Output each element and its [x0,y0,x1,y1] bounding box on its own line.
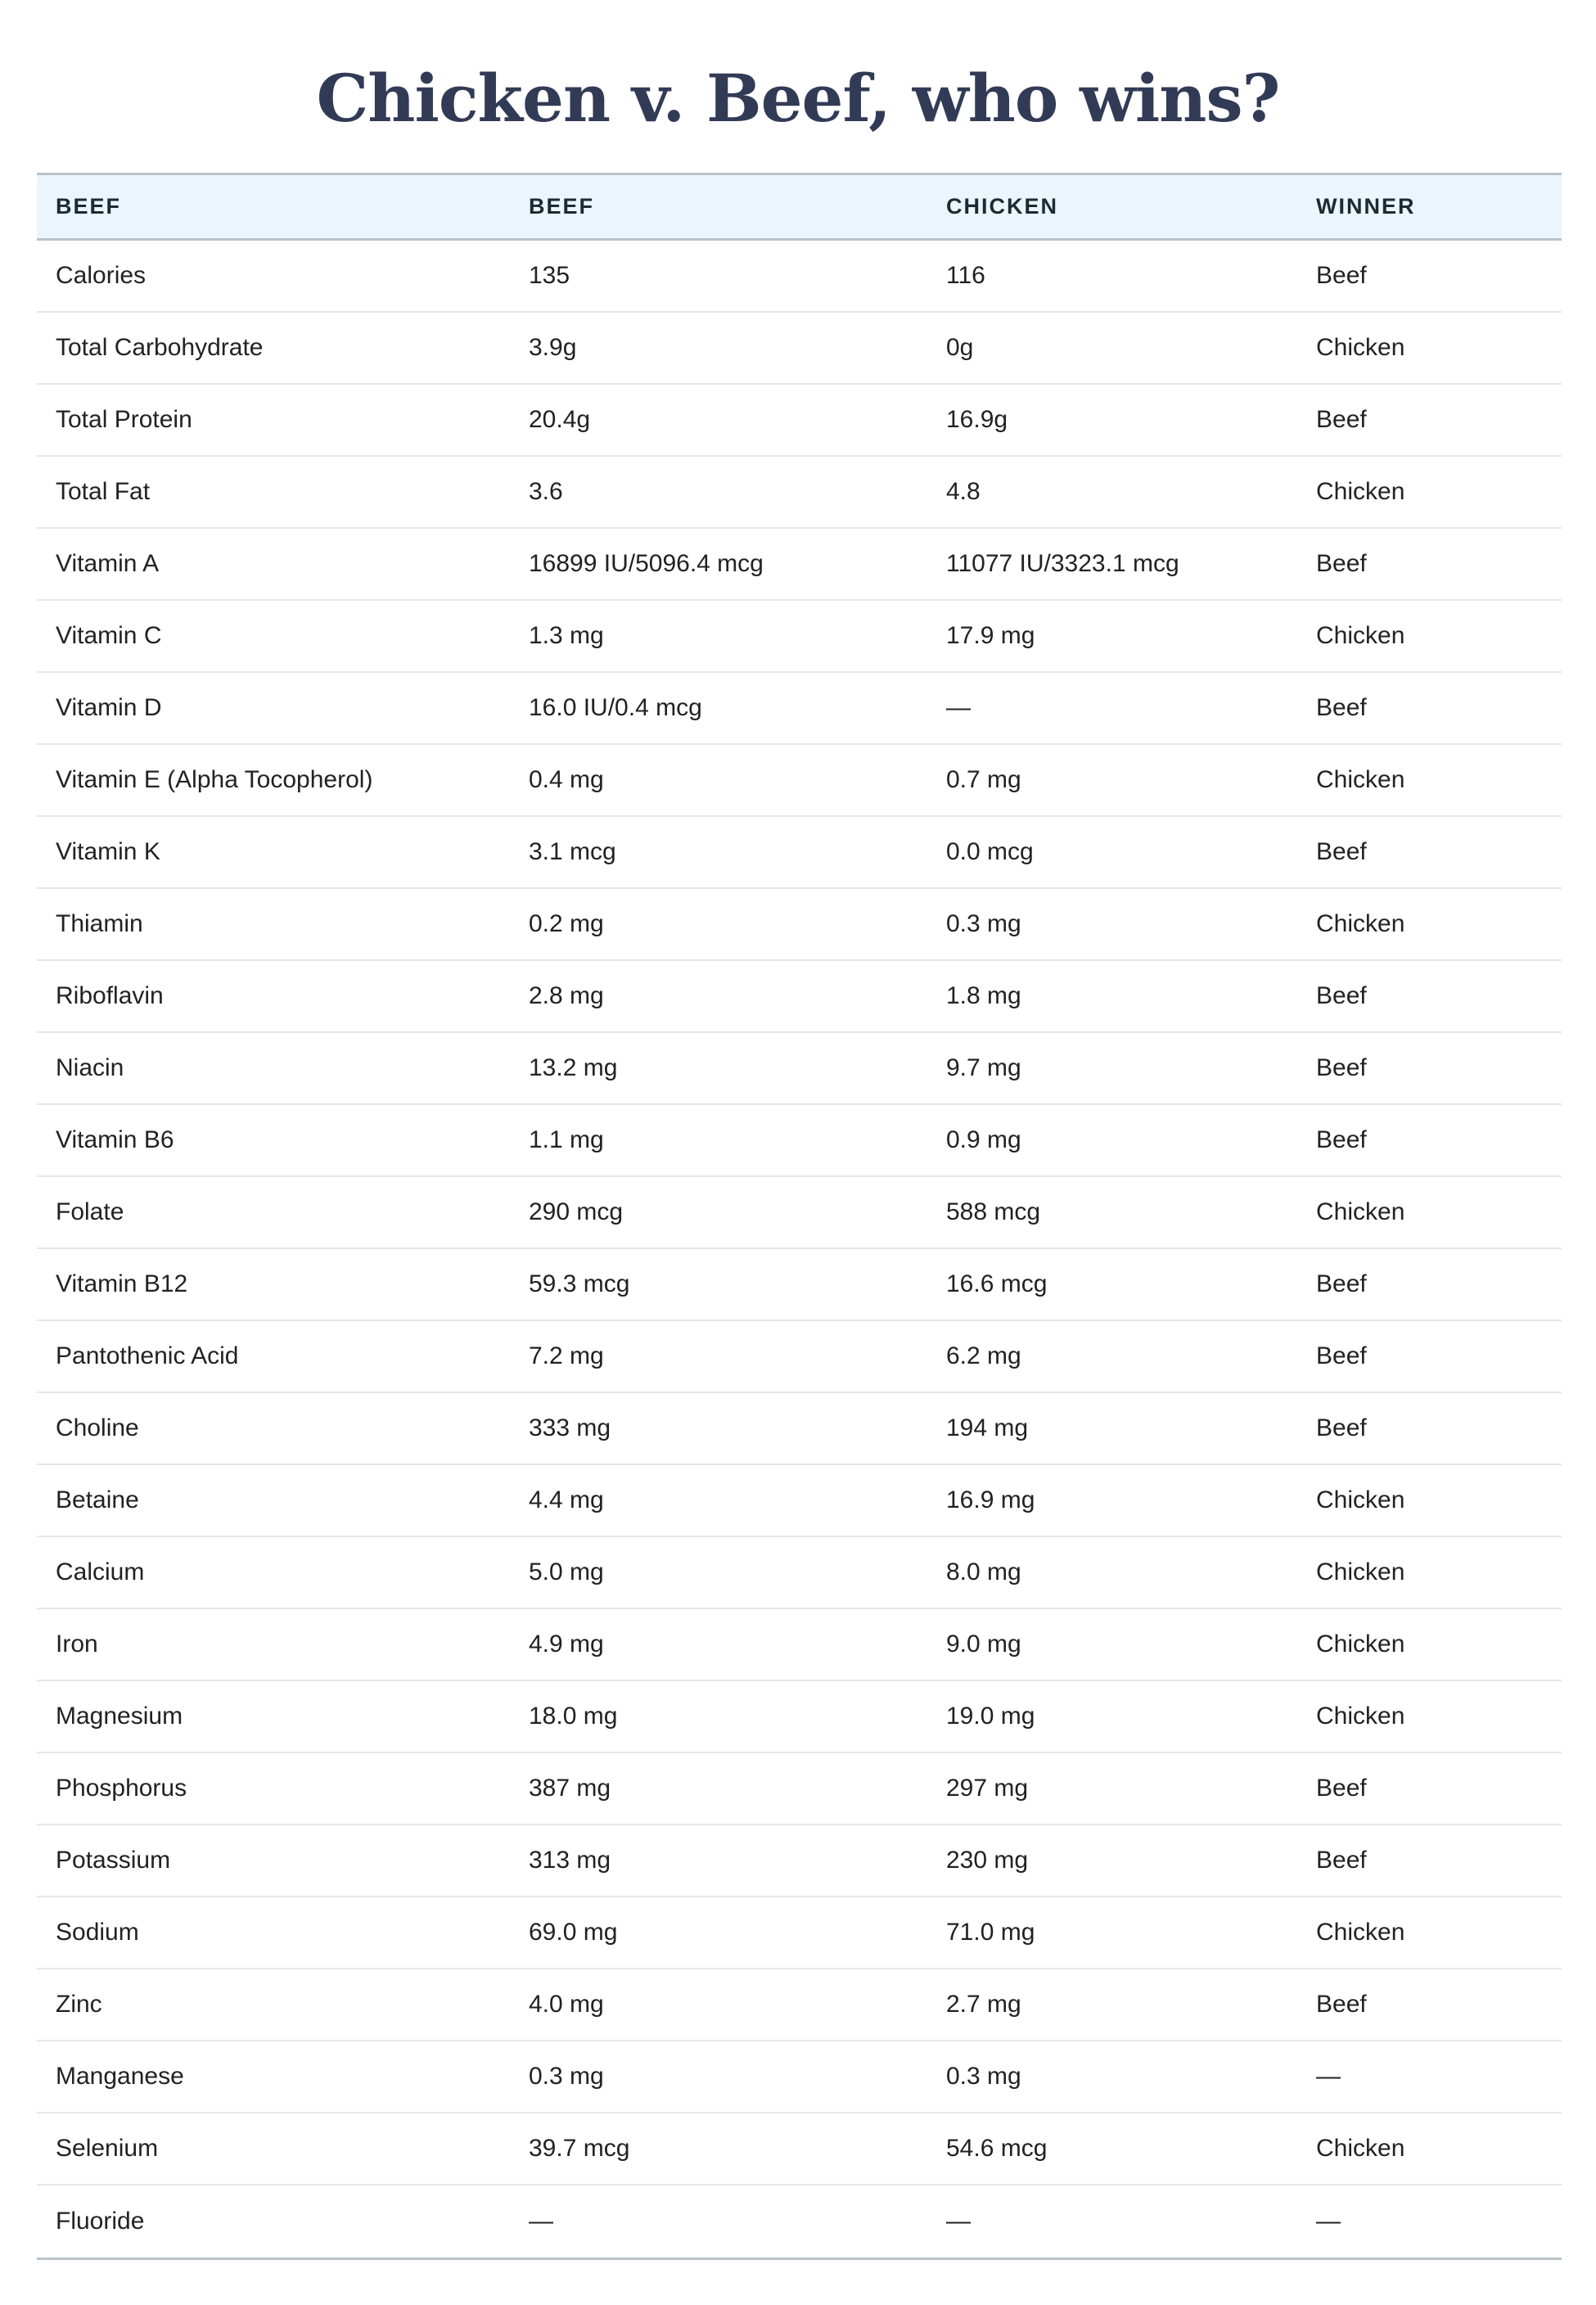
beef-value-cell: 387 mg [529,1775,611,1802]
nutrient-cell: Calcium [56,1558,145,1586]
nutrient-cell: Thiamin [56,910,143,937]
chicken-value-cell: 71.0 mg [946,1919,1035,1946]
nutrient-cell: Pantothenic Acid [56,1342,239,1369]
nutrient-cell: Vitamin B6 [56,1126,174,1153]
table-row [37,1969,1562,2041]
nutrient-cell: Vitamin C [56,622,162,649]
nutrient-cell: Potassium [56,1847,171,1874]
nutrient-cell: Iron [56,1631,98,1658]
winner-cell: Chicken [1316,766,1405,793]
nutrient-cell: Phosphorus [56,1775,187,1802]
winner-cell: Chicken [1316,1198,1405,1225]
page-title: Chicken v. Beef, who wins? [316,60,1280,137]
table-row [37,1177,1562,1249]
chicken-value-cell: 16.6 mcg [946,1270,1048,1297]
nutrient-cell: Sodium [56,1919,139,1946]
beef-value-cell: 1.1 mg [529,1126,604,1153]
chicken-value-cell: 19.0 mg [946,1703,1035,1730]
beef-value-cell: 135 [529,262,570,289]
beef-value-cell: 4.0 mg [529,1991,604,2018]
winner-cell: Chicken [1316,2135,1405,2162]
chicken-value-cell: — [946,694,971,721]
beef-value-cell: 18.0 mg [529,1703,618,1730]
beef-value-cell: 5.0 mg [529,1558,604,1586]
table-row [37,1897,1562,1969]
winner-cell: Beef [1316,1342,1367,1369]
column-header-beef: BEEF [529,194,595,219]
table-row [37,1105,1562,1177]
table-row [37,457,1562,529]
beef-value-cell: 59.3 mcg [529,1270,630,1297]
winner-cell: Chicken [1316,334,1405,361]
nutrient-cell: Niacin [56,1054,124,1081]
beef-value-cell: 313 mg [529,1847,611,1874]
chicken-value-cell: 16.9 mg [946,1486,1035,1513]
nutrient-cell: Total Fat [56,478,151,505]
table-row [37,1609,1562,1681]
beef-value-cell: — [529,2208,553,2235]
table-row [37,1753,1562,1825]
chicken-value-cell: 17.9 mg [946,622,1035,649]
nutrient-cell: Magnesium [56,1703,183,1730]
beef-value-cell: 39.7 mcg [529,2135,630,2162]
beef-value-cell: 3.9g [529,334,577,361]
table-row [37,1681,1562,1753]
winner-cell: Chicken [1316,1919,1405,1946]
beef-value-cell: 4.9 mg [529,1631,604,1658]
chicken-value-cell: 9.7 mg [946,1054,1021,1081]
winner-cell: Beef [1316,262,1367,289]
beef-value-cell: 3.1 mcg [529,838,616,865]
winner-cell: Beef [1316,1126,1367,1153]
chicken-value-cell: 54.6 mcg [946,2135,1048,2162]
nutrient-cell: Calories [56,262,147,289]
winner-cell: Chicken [1316,1631,1405,1658]
nutrient-cell: Vitamin A [56,550,160,577]
beef-value-cell: 16.0 IU/0.4 mcg [529,694,702,721]
chicken-value-cell: 0.9 mg [946,1126,1021,1153]
column-header-chicken: CHICKEN [946,194,1059,219]
winner-cell: Beef [1316,1270,1367,1297]
beef-value-cell: 290 mcg [529,1198,624,1225]
chicken-value-cell: 2.7 mg [946,1991,1021,2018]
chicken-value-cell: 0.3 mg [946,2063,1021,2090]
table-row [37,889,1562,961]
nutrient-cell: Total Carbohydrate [56,334,264,361]
winner-cell: Chicken [1316,622,1405,649]
table-row [37,817,1562,889]
table-row [37,601,1562,673]
chicken-value-cell: 116 [946,262,985,289]
beef-value-cell: 4.4 mg [529,1486,604,1513]
winner-cell: Beef [1316,1054,1367,1081]
table-row [37,961,1562,1033]
nutrient-cell: Zinc [56,1991,102,2018]
table-row [37,745,1562,817]
beef-value-cell: 2.8 mg [529,982,604,1009]
table-row [37,1393,1562,1465]
chicken-value-cell: 4.8 [946,478,981,505]
beef-value-cell: 0.2 mg [529,910,604,937]
beef-value-cell: 7.2 mg [529,1342,604,1369]
beef-value-cell: 20.4g [529,406,591,433]
chicken-value-cell: 194 mg [946,1414,1029,1441]
winner-cell: — [1316,2208,1341,2235]
beef-value-cell: 13.2 mg [529,1054,618,1081]
table-row [37,1321,1562,1393]
table-row [37,385,1562,457]
chicken-value-cell: 0.0 mcg [946,838,1034,865]
table-row [37,1825,1562,1897]
winner-cell: Chicken [1316,1486,1405,1513]
winner-cell: Chicken [1316,478,1405,505]
nutrition-comparison-table [37,173,1562,2260]
beef-value-cell: 69.0 mg [529,1919,618,1946]
column-header-winner: WINNER [1316,194,1416,219]
chicken-value-cell: 230 mg [946,1847,1029,1874]
winner-cell: Beef [1316,1847,1367,1874]
winner-cell: Beef [1316,982,1367,1009]
chicken-value-cell: 16.9g [946,406,1008,433]
table-row [37,241,1562,313]
chicken-value-cell: 6.2 mg [946,1342,1021,1369]
table-row [37,1537,1562,1609]
nutrient-cell: Manganese [56,2063,184,2090]
chicken-value-cell: 11077 IU/3323.1 mcg [946,550,1179,577]
nutrient-cell: Vitamin K [56,838,160,865]
chicken-value-cell: 1.8 mg [946,982,1021,1009]
beef-value-cell: 16899 IU/5096.4 mcg [529,550,764,577]
nutrient-cell: Betaine [56,1486,139,1513]
nutrient-cell: Vitamin B12 [56,1270,188,1297]
chicken-value-cell: 588 mcg [946,1198,1041,1225]
chicken-value-cell: 0.3 mg [946,910,1021,937]
winner-cell: — [1316,2063,1341,2090]
table-row [37,1249,1562,1321]
beef-value-cell: 3.6 [529,478,563,505]
beef-value-cell: 1.3 mg [529,622,604,649]
nutrient-cell: Total Protein [56,406,192,433]
chicken-value-cell: 0.7 mg [946,766,1021,793]
table-header-row [37,175,1562,241]
winner-cell: Chicken [1316,1703,1405,1730]
winner-cell: Beef [1316,838,1367,865]
winner-cell: Beef [1316,1775,1367,1802]
column-header-nutrient: BEEF [56,194,122,219]
winner-cell: Beef [1316,406,1367,433]
chicken-value-cell: 9.0 mg [946,1631,1021,1658]
nutrient-cell: Selenium [56,2135,159,2162]
chicken-value-cell: 0g [946,334,974,361]
chicken-value-cell: 8.0 mg [946,1558,1021,1586]
table-row [37,2185,1562,2258]
chicken-value-cell: 297 mg [946,1775,1029,1802]
table-row [37,2041,1562,2113]
chicken-value-cell: — [946,2208,971,2235]
table-row [37,673,1562,745]
nutrient-cell: Folate [56,1198,124,1225]
beef-value-cell: 333 mg [529,1414,611,1441]
nutrient-cell: Vitamin E (Alpha Tocopherol) [56,766,373,793]
nutrient-cell: Riboflavin [56,982,164,1009]
table-row [37,313,1562,385]
table-row [37,2113,1562,2185]
winner-cell: Beef [1316,1414,1367,1441]
table-row [37,1465,1562,1537]
winner-cell: Chicken [1316,1558,1405,1586]
table-row [37,529,1562,601]
table-row [37,1033,1562,1105]
winner-cell: Chicken [1316,910,1405,937]
nutrient-cell: Choline [56,1414,139,1441]
winner-cell: Beef [1316,1991,1367,2018]
winner-cell: Beef [1316,694,1367,721]
beef-value-cell: 0.3 mg [529,2063,604,2090]
nutrient-cell: Vitamin D [56,694,162,721]
beef-value-cell: 0.4 mg [529,766,604,793]
winner-cell: Beef [1316,550,1367,577]
nutrient-cell: Fluoride [56,2208,145,2235]
